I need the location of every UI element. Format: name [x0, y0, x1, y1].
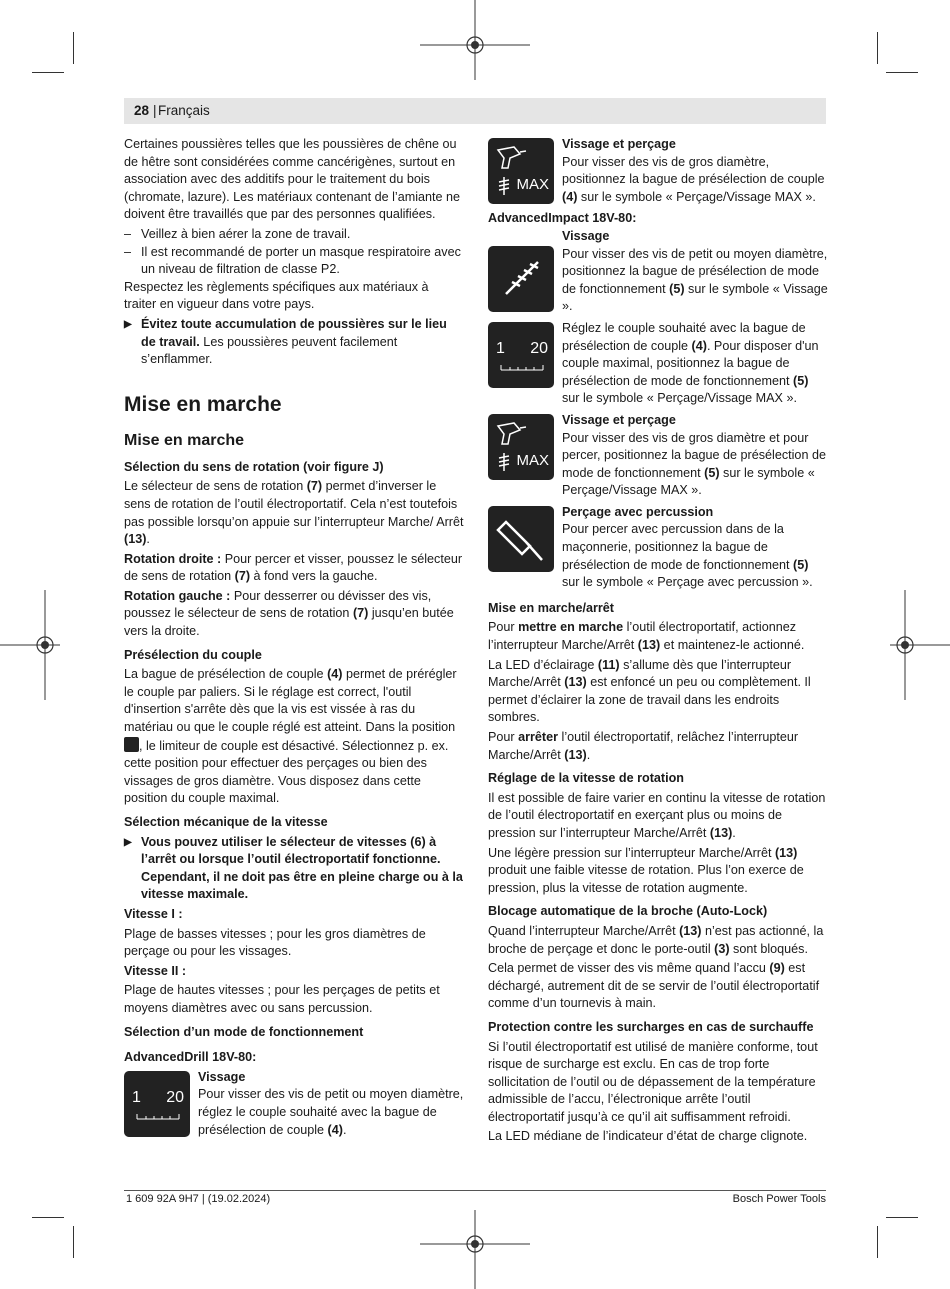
page-footer	[124, 1190, 826, 1205]
mode-title: Vissage et perçage	[562, 137, 676, 151]
warning-item: ▶ Évitez toute accumulation de poussières sur le lieu de travail. Les poussières peuvent facilement s’enflammer.	[124, 316, 447, 367]
speed-adjust-paragraph-2: Une légère pression sur l’interrupteur Marche/Arrêt (13) produit une faible vitesse de rotation. Plus l’on exerce de pression, plus la vitesse de rotation augmente.	[488, 845, 804, 895]
mode-row-screwdriving	[124, 1069, 464, 1139]
drill-max-icon: MAX	[488, 138, 554, 204]
stop-paragraph: Pour arrêter l’outil électroportatif, relâchez l’interrupteur Marche/Arrêt (13).	[488, 730, 799, 762]
mode-row-drilling	[488, 412, 828, 500]
page-number: 28	[134, 103, 150, 118]
mode-description: Pour visser des vis de petit ou moyen diamètre, positionnez la bague de présélection de mode de fonctionnement (5) sur le symbole « Vissage ».	[562, 246, 828, 314]
section-title: Mise en marche	[124, 392, 282, 416]
mode-row-drilling	[488, 136, 828, 206]
auto-lock-paragraph-2: Cela permet de visser des vis même quand l’accu (9) est déchargé, autrement dit de se servir de l’outil électroportatif comme d’un tournevis à main.	[488, 961, 820, 1011]
mode-description: Pour visser des vis de gros diamètre, positionnez la bague de présélection de couple (4) sur le symbole « Perçage/Vissage MAX ».	[562, 154, 825, 204]
on-off-paragraph: Pour mettre en marche l’outil électroportatif, actionnez l’interrupteur Marche/Arrêt (13) et maintenez-le actionné.	[488, 620, 805, 653]
crop-mark	[32, 72, 64, 73]
led-paragraph: La LED d’éclairage (11) s’allume dès que l’interrupteur Marche/Arrêt (13) est enfoncé un peu ou complètement. Il permet d’éclairer la zone de travail dans les endroits sombres.	[488, 657, 811, 725]
mode-title: Vissage et perçage	[562, 412, 676, 427]
registration-mark-left	[0, 590, 60, 700]
advanced-drill-heading: AdvancedDrill 18V-80:	[124, 1050, 257, 1065]
rotation-left-paragraph: Rotation gauche : Pour desserrer ou dévisser des vis, poussez le sélecteur de sens de rotation (7) jusqu’en butée vers la droite.	[124, 588, 454, 639]
left-column	[124, 136, 464, 1143]
crop-mark	[877, 32, 878, 64]
mode-title: Vissage	[198, 1069, 246, 1084]
mode-row-hammer-drilling	[488, 504, 828, 592]
mode-description: Pour visser des vis de gros diamètre et pour percer, positionnez la bague de présélection de mode de fonctionnement (5) sur le symbole « Perçage/Vissage MAX ».	[562, 430, 826, 498]
speed-2-heading: Vitesse II :	[124, 963, 187, 978]
mode-heading: Sélection d’un mode de fonctionnement	[124, 1024, 364, 1039]
list-item: – Il est recommandé de porter un masque respiratoire avec un niveau de filtration de classe P2.	[124, 244, 461, 277]
overload-heading: Protection contre les surcharges en cas de surchauffe	[488, 1019, 814, 1034]
right-column	[488, 136, 828, 1148]
mode-row-torque	[488, 320, 828, 408]
speed-adjust-paragraph: Il est possible de faire varier en continu la vitesse de rotation de l’outil électroportatif en exerçant plus ou moins de pression sur l’interrupteur Marche/Arrêt (13).	[488, 790, 826, 840]
header-language: Français	[158, 103, 210, 118]
page-header	[124, 98, 826, 124]
crop-mark	[73, 32, 74, 64]
mode-row-screwdriving	[488, 228, 828, 316]
mode-title: Vissage	[562, 228, 610, 243]
advanced-impact-heading: AdvancedImpact 18V-80:	[488, 211, 637, 226]
torque-scale-icon: 1 20	[124, 1071, 190, 1137]
screw-icon	[488, 246, 554, 312]
speed-1-heading: Vitesse I :	[124, 906, 183, 921]
mode-description: Pour visser des vis de petit ou moyen diamètre, réglez le couple souhaité avec la bague de présélection de couple (4).	[198, 1087, 464, 1137]
drill-max-inline-icon	[124, 737, 139, 752]
list-item: – Veillez à bien aérer la zone de travail.	[124, 226, 351, 241]
overload-paragraph: Si l’outil électroportatif est utilisé de manière conforme, tout risque de surcharge est exclu. En cas de trop forte sollicitation de l’outil ou de dépassement de la température admissible de l’accu, l’électronique arrête l’outil électroportatif jusqu’à ce qu’il ait suffisamment refroidi.	[488, 1039, 818, 1124]
publisher: Bosch Power Tools	[732, 1193, 826, 1205]
mode-title: Perçage avec percussion	[562, 504, 714, 519]
rotation-heading: Sélection du sens de rotation (voir figure J)	[124, 459, 384, 474]
drill-max-icon: MAX	[488, 414, 554, 480]
speed-1-paragraph: Plage de basses vitesses ; pour les gros diamètres de perçage ou pour les vissages.	[124, 926, 426, 959]
torque-scale-icon: 1 20	[488, 322, 554, 388]
intro-paragraph: Certaines poussières telles que les poussières de chêne ou de hêtre sont considérées comme cancérigènes, surtout en association avec des additifs pour le traitement du bois (chromate, lazure). Les matériaux contenant de l’amiante ne doivent être travaillés que par des personnes qualifiées.	[124, 137, 461, 222]
crop-mark	[886, 72, 918, 73]
auto-lock-heading: Blocage automatique de la broche (Auto-Lock)	[488, 904, 768, 919]
registration-mark-right	[890, 590, 950, 700]
torque-heading: Présélection du couple	[124, 647, 262, 662]
rotation-right-paragraph: Rotation droite : Pour percer et visser, poussez le sélecteur de sens de rotation (7) à fond vers la gauche.	[124, 551, 463, 584]
header-separator: |	[153, 103, 157, 118]
respect-paragraph: Respectez les règlements spécifiques aux matériaux à traiter en vigueur dans votre pays.	[124, 279, 429, 312]
crop-mark	[32, 1217, 64, 1218]
mode-description: Pour percer avec percussion dans de la maçonnerie, positionnez la bague de présélection de mode de fonctionnement (5) sur le symbole « Perçage avec percussion ».	[562, 522, 813, 590]
overload-paragraph-2: La LED médiane de l’indicateur d’état de charge clignote.	[488, 1129, 808, 1144]
hammer-icon	[488, 506, 554, 572]
crop-mark	[73, 1226, 74, 1258]
speed-2-paragraph: Plage de hautes vitesses ; pour les perçages de petits et moyens diamètres avec ou sans percussion.	[124, 983, 440, 1015]
rotation-paragraph: Le sélecteur de sens de rotation (7) permet d’inverser le sens de rotation de l’outil électroportatif. Cela n’est toutefois pas possible lorsqu’on appuie sur l’interrupteur Marche/ Arrêt (13).	[124, 479, 464, 547]
mode-description: Réglez le couple souhaité avec la bague de présélection de couple (4). Pour disposer d'un couple maximal, positionnez la bague de présélection de mode de fonctionnement (5) sur le symbole « Perçage/Vissage MAX ».	[562, 320, 819, 406]
torque-paragraph: La bague de présélection de couple (4) permet de prérégler le couple par paliers. Si le réglage est correct, l'outil d'insertion s'arrête dès que la vis est vissée à ras du matériau ou que le couple réglé est atteint. Dans la position , le limiteur de couple est désactivé. Sélectionnez p. ex. cette position pour effectuer des perçages ou bien des vissages de gros diamètre. Vous disposez dans cette position du couple maximal.	[124, 667, 457, 806]
registration-mark-top	[420, 0, 530, 90]
speed-adjust-heading: Réglage de la vitesse de rotation	[488, 771, 684, 786]
crop-mark	[886, 1217, 918, 1218]
warning-item: ▶ Vous pouvez utiliser le sélecteur de vitesses (6) à l’arrêt ou lorsque l’outil électroportatif fonctionne. Cependant, il ne doit pas être en pleine charge ou à la vitesse maximale.	[124, 834, 463, 902]
crop-mark	[877, 1226, 878, 1258]
registration-mark-bottom	[420, 1200, 530, 1289]
speed-heading: Sélection mécanique de la vitesse	[124, 815, 328, 829]
subsection-title: Mise en marche	[124, 431, 245, 449]
auto-lock-paragraph: Quand l’interrupteur Marche/Arrêt (13) n’est pas actionné, la broche de perçage et donc le porte-outil (3) sont bloqués.	[488, 923, 824, 956]
document-number: 1 609 92A 9H7 | (19.02.2024)	[126, 1193, 271, 1205]
on-off-heading: Mise en marche/arrêt	[488, 600, 614, 615]
